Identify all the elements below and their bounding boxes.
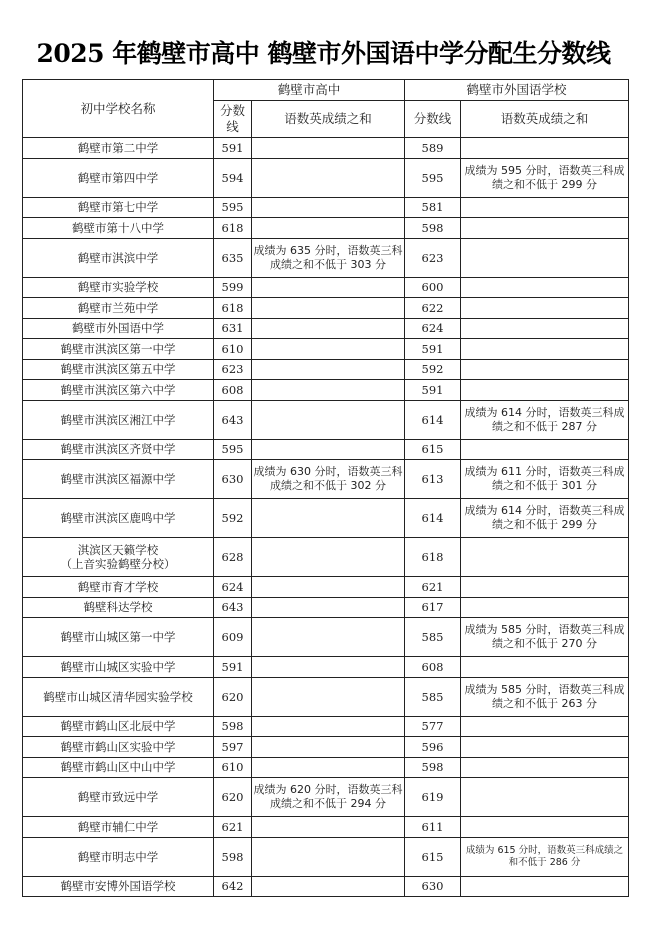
header-score-line-1 — [214, 101, 252, 138]
fl-note-cell — [461, 657, 629, 678]
school-name-cell: 鹤壁市育才学校 — [23, 577, 214, 598]
school-name-cell: 鹤壁市山城区第一中学 — [23, 618, 214, 657]
hs-note-cell — [252, 716, 405, 737]
hs-note-cell — [252, 757, 405, 778]
school-name-cell: 鹤壁市淇滨区齐贤中学 — [23, 439, 214, 460]
hs-score-cell: 591 — [214, 657, 252, 678]
table-row — [23, 158, 629, 197]
fl-note-cell — [461, 298, 629, 319]
fl-score-cell: 591 — [405, 380, 461, 401]
header-sum-1: 语数英成绩之和 — [252, 101, 405, 138]
table-row — [23, 817, 629, 838]
school-name-cell: 鹤壁市第十八中学 — [23, 218, 214, 239]
fl-score-cell: 577 — [405, 716, 461, 737]
school-name-cell: 鹤壁市淇滨区第六中学 — [23, 380, 214, 401]
hs-note-cell — [252, 657, 405, 678]
school-name-cell: 鹤壁市淇滨区湘江中学 — [23, 400, 214, 439]
fl-note-cell — [461, 238, 629, 277]
fl-score-cell: 596 — [405, 737, 461, 758]
fl-score-cell: 585 — [405, 677, 461, 716]
hs-score-cell: 624 — [214, 577, 252, 598]
hs-score-cell: 595 — [214, 197, 252, 218]
hs-note-cell — [252, 837, 405, 876]
fl-score-cell: 623 — [405, 238, 461, 277]
hs-note-cell — [252, 359, 405, 380]
hs-note-cell — [252, 499, 405, 538]
table-row — [23, 657, 629, 678]
fl-note-cell — [461, 277, 629, 298]
fl-note-cell — [461, 380, 629, 401]
fl-note-cell — [461, 876, 629, 897]
fl-note-cell: 成绩为 614 分时，语数英三科成绩之和不低于 287 分 — [461, 400, 629, 439]
school-name-cell: 鹤壁市安博外国语学校 — [23, 876, 214, 897]
fl-note-cell — [461, 339, 629, 360]
table-row — [23, 277, 629, 298]
fl-note-cell — [461, 778, 629, 817]
table-row — [23, 577, 629, 598]
table-body — [23, 138, 629, 897]
fl-score-cell: 608 — [405, 657, 461, 678]
hs-score-cell: 591 — [214, 138, 252, 159]
school-name-cell: 鹤壁市第四中学 — [23, 158, 214, 197]
hs-note-cell — [252, 298, 405, 319]
school-name-cell: 鹤壁市辅仁中学 — [23, 817, 214, 838]
table-row — [23, 460, 629, 499]
fl-note-cell — [461, 138, 629, 159]
fl-score-cell: 614 — [405, 400, 461, 439]
table-row — [23, 318, 629, 339]
school-name-cell — [23, 538, 214, 577]
table-row — [23, 538, 629, 577]
fl-score-cell: 614 — [405, 499, 461, 538]
table-row — [23, 499, 629, 538]
hs-score-cell: 595 — [214, 439, 252, 460]
fl-note-cell: 成绩为 585 分时，语数英三科成绩之和不低于 270 分 — [461, 618, 629, 657]
hs-note-cell — [252, 218, 405, 239]
fl-note-cell — [461, 439, 629, 460]
hs-score-cell: 623 — [214, 359, 252, 380]
fl-score-cell: 617 — [405, 597, 461, 618]
hs-note-cell: 成绩为 620 分时，语数英三科成绩之和不低于 294 分 — [252, 778, 405, 817]
school-name-cell: 鹤壁市淇滨区第五中学 — [23, 359, 214, 380]
hs-note-cell — [252, 677, 405, 716]
fl-score-cell: 613 — [405, 460, 461, 499]
hs-score-cell: 597 — [214, 737, 252, 758]
fl-score-cell: 611 — [405, 817, 461, 838]
school-name-cell: 鹤壁市第二中学 — [23, 138, 214, 159]
hs-score-cell: 599 — [214, 277, 252, 298]
hs-score-cell: 610 — [214, 339, 252, 360]
table-row — [23, 439, 629, 460]
hs-note-cell — [252, 339, 405, 360]
fl-note-cell — [461, 577, 629, 598]
table-row — [23, 757, 629, 778]
school-name-cell: 鹤壁市兰苑中学 — [23, 298, 214, 319]
hs-score-cell: 635 — [214, 238, 252, 277]
hs-score-cell: 608 — [214, 380, 252, 401]
school-name-cell: 鹤壁市淇滨区鹿鸣中学 — [23, 499, 214, 538]
table-row — [23, 138, 629, 159]
hs-note-cell — [252, 138, 405, 159]
table-row — [23, 677, 629, 716]
school-name-cell: 鹤壁市鹤山区中山中学 — [23, 757, 214, 778]
fl-score-cell: 618 — [405, 538, 461, 577]
table-row — [23, 876, 629, 897]
school-name-cell: 鹤壁市外国语中学 — [23, 318, 214, 339]
hs-score-cell: 621 — [214, 817, 252, 838]
fl-note-cell — [461, 597, 629, 618]
school-name-cell: 鹤壁市淇滨区福源中学 — [23, 460, 214, 499]
fl-note-cell — [461, 218, 629, 239]
fl-note-cell: 成绩为 615 分时，语数英三科成绩之和不低于 286 分 — [461, 837, 629, 876]
table-row — [23, 380, 629, 401]
hs-note-cell — [252, 318, 405, 339]
fl-score-cell: 624 — [405, 318, 461, 339]
hs-score-cell: 642 — [214, 876, 252, 897]
table-row — [23, 837, 629, 876]
fl-note-cell — [461, 318, 629, 339]
hs-score-cell: 598 — [214, 716, 252, 737]
header-sum-2: 语数英成绩之和 — [461, 101, 629, 138]
header-group-hegang-high: 鹤壁市高中 — [214, 80, 405, 101]
fl-score-cell: 581 — [405, 197, 461, 218]
hs-score-cell: 592 — [214, 499, 252, 538]
fl-score-cell: 630 — [405, 876, 461, 897]
table-row — [23, 197, 629, 218]
fl-score-cell: 600 — [405, 277, 461, 298]
fl-score-cell: 615 — [405, 439, 461, 460]
hs-note-cell — [252, 817, 405, 838]
fl-note-cell: 成绩为 585 分时，语数英三科成绩之和不低于 263 分 — [461, 677, 629, 716]
fl-score-cell: 615 — [405, 837, 461, 876]
fl-note-cell — [461, 197, 629, 218]
school-name-line1: 淇滨区天籁学校 — [77, 543, 159, 557]
fl-note-cell: 成绩为 614 分时，语数英三科成绩之和不低于 299 分 — [461, 499, 629, 538]
hs-note-cell — [252, 737, 405, 758]
table-row — [23, 400, 629, 439]
fl-score-cell: 592 — [405, 359, 461, 380]
hs-score-cell: 594 — [214, 158, 252, 197]
fl-score-cell: 595 — [405, 158, 461, 197]
hs-note-cell — [252, 618, 405, 657]
table-row — [23, 218, 629, 239]
school-name-cell: 鹤壁市明志中学 — [23, 837, 214, 876]
hs-score-cell: 643 — [214, 400, 252, 439]
table-row — [23, 778, 629, 817]
hs-score-cell: 628 — [214, 538, 252, 577]
fl-score-cell: 621 — [405, 577, 461, 598]
hs-note-cell — [252, 876, 405, 897]
fl-note-cell — [461, 716, 629, 737]
table-row — [23, 618, 629, 657]
fl-note-cell — [461, 538, 629, 577]
hs-score-cell: 609 — [214, 618, 252, 657]
fl-note-cell — [461, 757, 629, 778]
hs-note-cell: 成绩为 635 分时，语数英三科成绩之和不低于 303 分 — [252, 238, 405, 277]
fl-note-cell — [461, 817, 629, 838]
table-row — [23, 339, 629, 360]
page-title: 2025 年鹤壁市高中 鹤壁市外国语中学分配生分数线 — [36, 39, 611, 68]
header-group-foreign-lang: 鹤壁市外国语学校 — [405, 80, 629, 101]
hs-note-cell — [252, 538, 405, 577]
hs-note-cell — [252, 197, 405, 218]
fl-score-cell: 589 — [405, 138, 461, 159]
hs-note-cell — [252, 158, 405, 197]
school-name-cell: 鹤壁科达学校 — [23, 597, 214, 618]
hs-note-cell — [252, 277, 405, 298]
hs-score-cell: 630 — [214, 460, 252, 499]
fl-score-cell: 622 — [405, 298, 461, 319]
school-name-cell: 鹤壁市第七中学 — [23, 197, 214, 218]
fl-score-cell: 619 — [405, 778, 461, 817]
fl-score-cell: 585 — [405, 618, 461, 657]
table-row — [23, 716, 629, 737]
school-name-cell: 鹤壁市淇滨区第一中学 — [23, 339, 214, 360]
hs-note-cell — [252, 380, 405, 401]
table-row — [23, 298, 629, 319]
fl-score-cell: 598 — [405, 218, 461, 239]
hs-score-cell: 610 — [214, 757, 252, 778]
hs-score-cell: 620 — [214, 778, 252, 817]
hs-score-cell: 620 — [214, 677, 252, 716]
table-row — [23, 737, 629, 758]
school-name-cell: 鹤壁市致远中学 — [23, 778, 214, 817]
hs-note-cell: 成绩为 630 分时，语数英三科成绩之和不低于 302 分 — [252, 460, 405, 499]
header-school-name: 初中学校名称 — [23, 80, 214, 138]
hs-note-cell — [252, 439, 405, 460]
school-name-cell: 鹤壁市淇滨中学 — [23, 238, 214, 277]
table-row — [23, 359, 629, 380]
table-row — [23, 238, 629, 277]
hs-score-cell: 618 — [214, 218, 252, 239]
school-name-cell: 鹤壁市山城区实验中学 — [23, 657, 214, 678]
header-score-line-1-text: 分数线 — [219, 103, 245, 134]
score-table — [22, 79, 629, 897]
table-row — [23, 597, 629, 618]
hs-score-cell: 618 — [214, 298, 252, 319]
hs-score-cell: 598 — [214, 837, 252, 876]
header-score-line-2: 分数线 — [405, 101, 461, 138]
hs-score-cell: 643 — [214, 597, 252, 618]
school-name-cell: 鹤壁市实验学校 — [23, 277, 214, 298]
school-name-line2: （上音实验鹤壁分校） — [60, 557, 176, 571]
fl-score-cell: 598 — [405, 757, 461, 778]
hs-note-cell — [252, 597, 405, 618]
fl-note-cell — [461, 359, 629, 380]
school-name-cell: 鹤壁市山城区清华园实验学校 — [23, 677, 214, 716]
hs-note-cell — [252, 577, 405, 598]
fl-note-cell: 成绩为 595 分时，语数英三科成绩之和不低于 299 分 — [461, 158, 629, 197]
fl-note-cell: 成绩为 611 分时，语数英三科成绩之和不低于 301 分 — [461, 460, 629, 499]
school-name-cell: 鹤壁市鹤山区实验中学 — [23, 737, 214, 758]
fl-note-cell — [461, 737, 629, 758]
fl-score-cell: 591 — [405, 339, 461, 360]
hs-note-cell — [252, 400, 405, 439]
hs-score-cell: 631 — [214, 318, 252, 339]
school-name-cell: 鹤壁市鹤山区北辰中学 — [23, 716, 214, 737]
